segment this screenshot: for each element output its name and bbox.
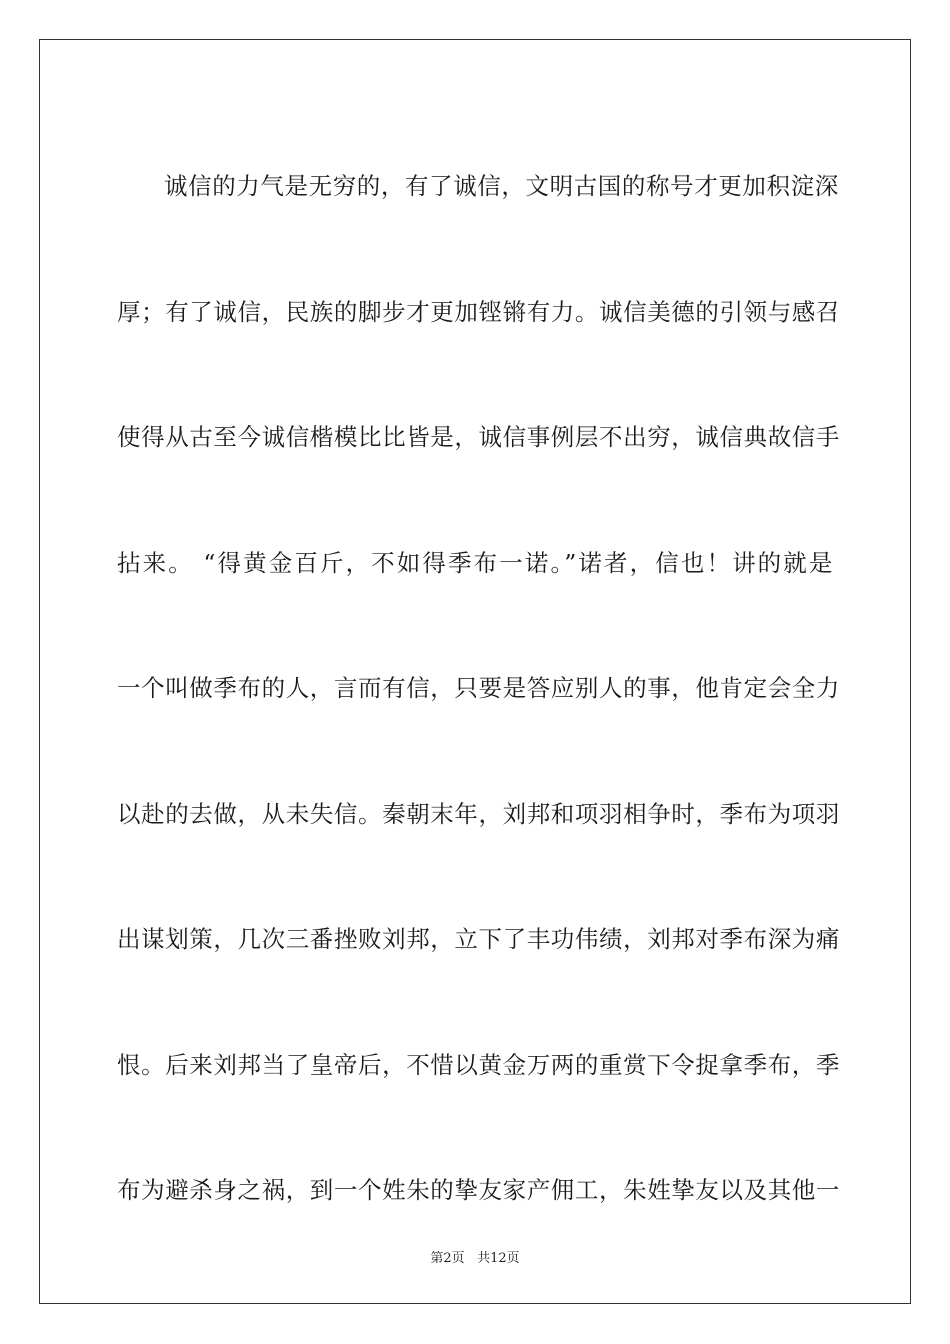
page-footer — [0, 1247, 950, 1266]
page-total: 共12页 — [477, 1251, 520, 1266]
text-line: 出谋划策，几次三番挫败刘邦，立下了丰功伟绩，刘邦对季布深为痛 — [117, 925, 840, 953]
text-line: 使得从古至今诚信楷模比比皆是，诚信事例层不出穷，诚信典故信手 — [117, 423, 840, 451]
text-line: 拈来。 “得黄金百斤，不如得季布一诺。”诺者，信也！讲的就是 — [117, 548, 833, 577]
text-line: 布为避杀身之祸，到一个姓朱的挚友家产佣工，朱姓挚友以及其他一 — [117, 1176, 840, 1204]
text-line: 以赴的去做，从未失信。秦朝末年，刘邦和项羽相争时，季布为项羽 — [117, 799, 840, 828]
text-line: 厚；有了诚信，民族的脚步才更加铿锵有力。诚信美德的引领与感召 — [117, 297, 840, 326]
page-number: 第2页 — [430, 1251, 465, 1266]
text-line: 恨。后来刘邦当了皇帝后，不惜以黄金万两的重赏下令捉拿季布，季 — [117, 1050, 840, 1079]
text-line: 一个叫做季布的人，言而有信，只要是答应别人的事，他肯定会全力 — [117, 674, 840, 702]
text-line: 诚信的力气是无穷的，有了诚信，文明古国的称号才更加积淀深 — [164, 172, 839, 200]
body-paragraph — [117, 124, 840, 1254]
